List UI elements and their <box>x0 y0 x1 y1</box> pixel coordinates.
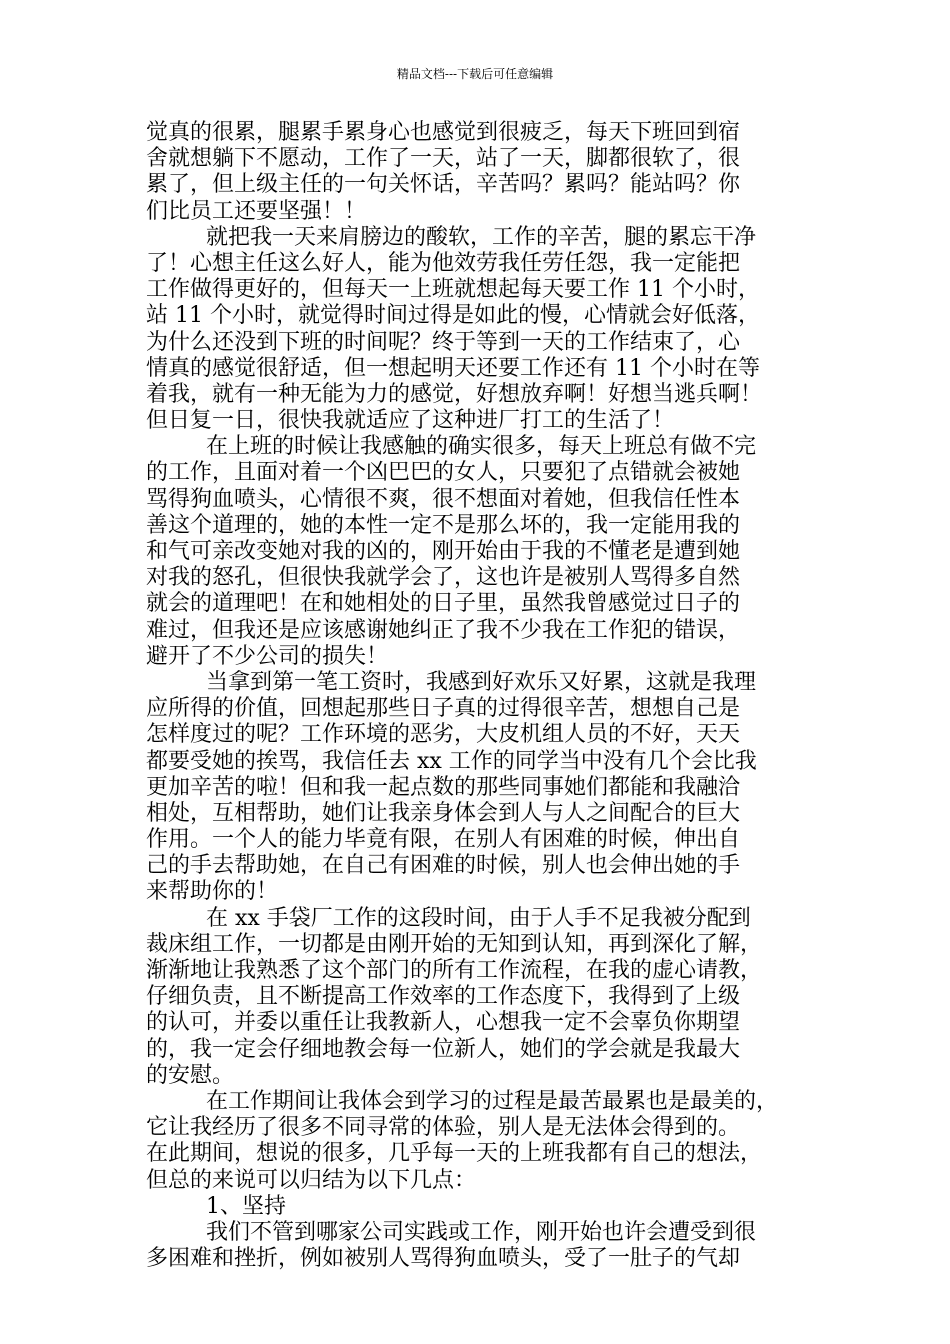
text-line: 在 xx 手袋厂工作的这段时间，由于人手不足我被分配到 <box>206 905 751 931</box>
text-line: 来帮助你的！ <box>146 879 279 905</box>
text-line: 它让我经历了很多不同寻常的体验，别人是无法体会得到的。 <box>146 1115 741 1141</box>
text-line: 在上班的时候让我感触的确实很多，每天上班总有做不完 <box>206 434 757 460</box>
text-line: 为什么还没到下班的时间呢？终于等到一天的工作结束了，心 <box>146 329 741 355</box>
text-line: 仔细负责，且不断提高工作效率的工作态度下，我得到了上级 <box>146 984 741 1010</box>
text-line: 了！心想主任这么好人，能为他效劳我任劳任怨，我一定能把 <box>146 250 741 276</box>
text-line: 们比员工还要坚强！！ <box>146 198 367 224</box>
text-line: 和气可亲改变她对我的凶的，刚开始由于我的不懂老是遭到她 <box>146 539 741 564</box>
text-line: 的，我一定会仔细地教会每一位新人，她们的学会就是我最大 <box>146 1036 741 1062</box>
text-line: 渐渐地让我熟悉了这个部门的所有工作流程，在我的虚心请教， <box>146 958 763 983</box>
text-line: 但日复一日，很快我就适应了这种进厂打工的生活了！ <box>146 408 675 434</box>
text-line: 作用。一个人的能力毕竟有限，在别人有困难的时候，伸出自 <box>146 827 741 853</box>
text-line: 但总的来说可以归结为以下几点： <box>146 1167 477 1193</box>
text-line: 在此期间，想说的很多，几乎每一天的上班我都有自己的想法， <box>146 1141 763 1167</box>
text-line: 己的手去帮助她，在自己有困难的时候，别人也会伸出她的手 <box>146 853 741 879</box>
text-line: 应所得的价值，回想起那些日子真的过得很辛苦，想想自己是 <box>146 696 741 722</box>
text-line: 相处，互相帮助，她们让我亲身体会到人与人之间配合的巨大 <box>146 800 741 826</box>
text-line: 更加辛苦的啦！但和我一起点数的那些同事她们都能和我融洽 <box>146 774 741 800</box>
text-line: 的工作，且面对着一个凶巴巴的女人，只要犯了点错就会被她 <box>146 460 741 486</box>
text-line: 我们不管到哪家公司实践或工作，刚开始也许会遭受到很 <box>206 1219 757 1245</box>
text-line: 的认可，并委以重任让我教新人，心想我一定不会辜负你期望 <box>146 1010 741 1036</box>
text-line: 舍就想躺下不愿动，工作了一天，站了一天，脚都很软了，很 <box>146 146 741 172</box>
text-line: 避开了不少公司的损失！ <box>146 643 389 669</box>
document-body <box>146 120 806 1272</box>
text-line: 就会的道理吧！在和她相处的日子里，虽然我曾感觉过日子的 <box>146 591 741 617</box>
text-line: 善这个道理的，她的本性一定不是那么坏的，我一定能用我的 <box>146 512 741 538</box>
text-line: 多困难和挫折，例如被别人骂得狗血喷头，受了一肚子的气却 <box>146 1246 741 1272</box>
text-line: 累了，但上级主任的一句关怀话，辛苦吗？累吗？能站吗？你 <box>146 172 741 198</box>
text-line: 当拿到第一笔工资时，我感到好欢乐又好累，这就是我理 <box>206 669 757 695</box>
text-line: 骂得狗血喷头，心情很不爽，很不想面对着她，但我信任性本 <box>146 486 741 512</box>
text-line: 1、坚持 <box>206 1193 286 1219</box>
text-line: 在工作期间让我体会到学习的过程是最苦最累也是最美的， <box>206 1088 779 1114</box>
text-line: 都要受她的挨骂，我信任去 xx 工作的同学当中没有几个会比我 <box>146 748 757 774</box>
text-line: 站 11 个小时，就觉得时间过得是如此的慢，心情就会好低落， <box>146 303 760 329</box>
text-line: 的安慰。 <box>146 1062 235 1088</box>
text-line: 就把我一天来肩膀边的酸软，工作的辛苦，腿的累忘干净 <box>206 224 757 250</box>
text-line: 着我，就有一种无能为力的感觉，好想放弃啊！好想当逃兵啊！ <box>146 381 763 407</box>
text-line: 情真的感觉很舒适，但一想起明天还要工作还有 11 个小时在等 <box>146 355 760 381</box>
text-line: 难过，但我还是应该感谢她纠正了我不少我在工作犯的错误， <box>146 617 741 643</box>
page-header: 精品文档---下载后可任意编辑 <box>396 67 554 81</box>
text-line: 对我的怒孔，但很快我就学会了，这也许是被别人骂得多自然 <box>146 565 741 591</box>
text-line: 裁床组工作，一切都是由刚开始的无知到认知，再到深化了解， <box>146 931 763 957</box>
text-line: 觉真的很累，腿累手累身心也感觉到很疲乏，每天下班回到宿 <box>146 120 741 145</box>
text-line: 工作做得更好的，但每天一上班就想起每天要工作 11 个小时， <box>146 277 760 303</box>
text-line: 怎样度过的呢？工作环境的恶劣，大皮机组人员的不好，天天 <box>146 722 741 748</box>
